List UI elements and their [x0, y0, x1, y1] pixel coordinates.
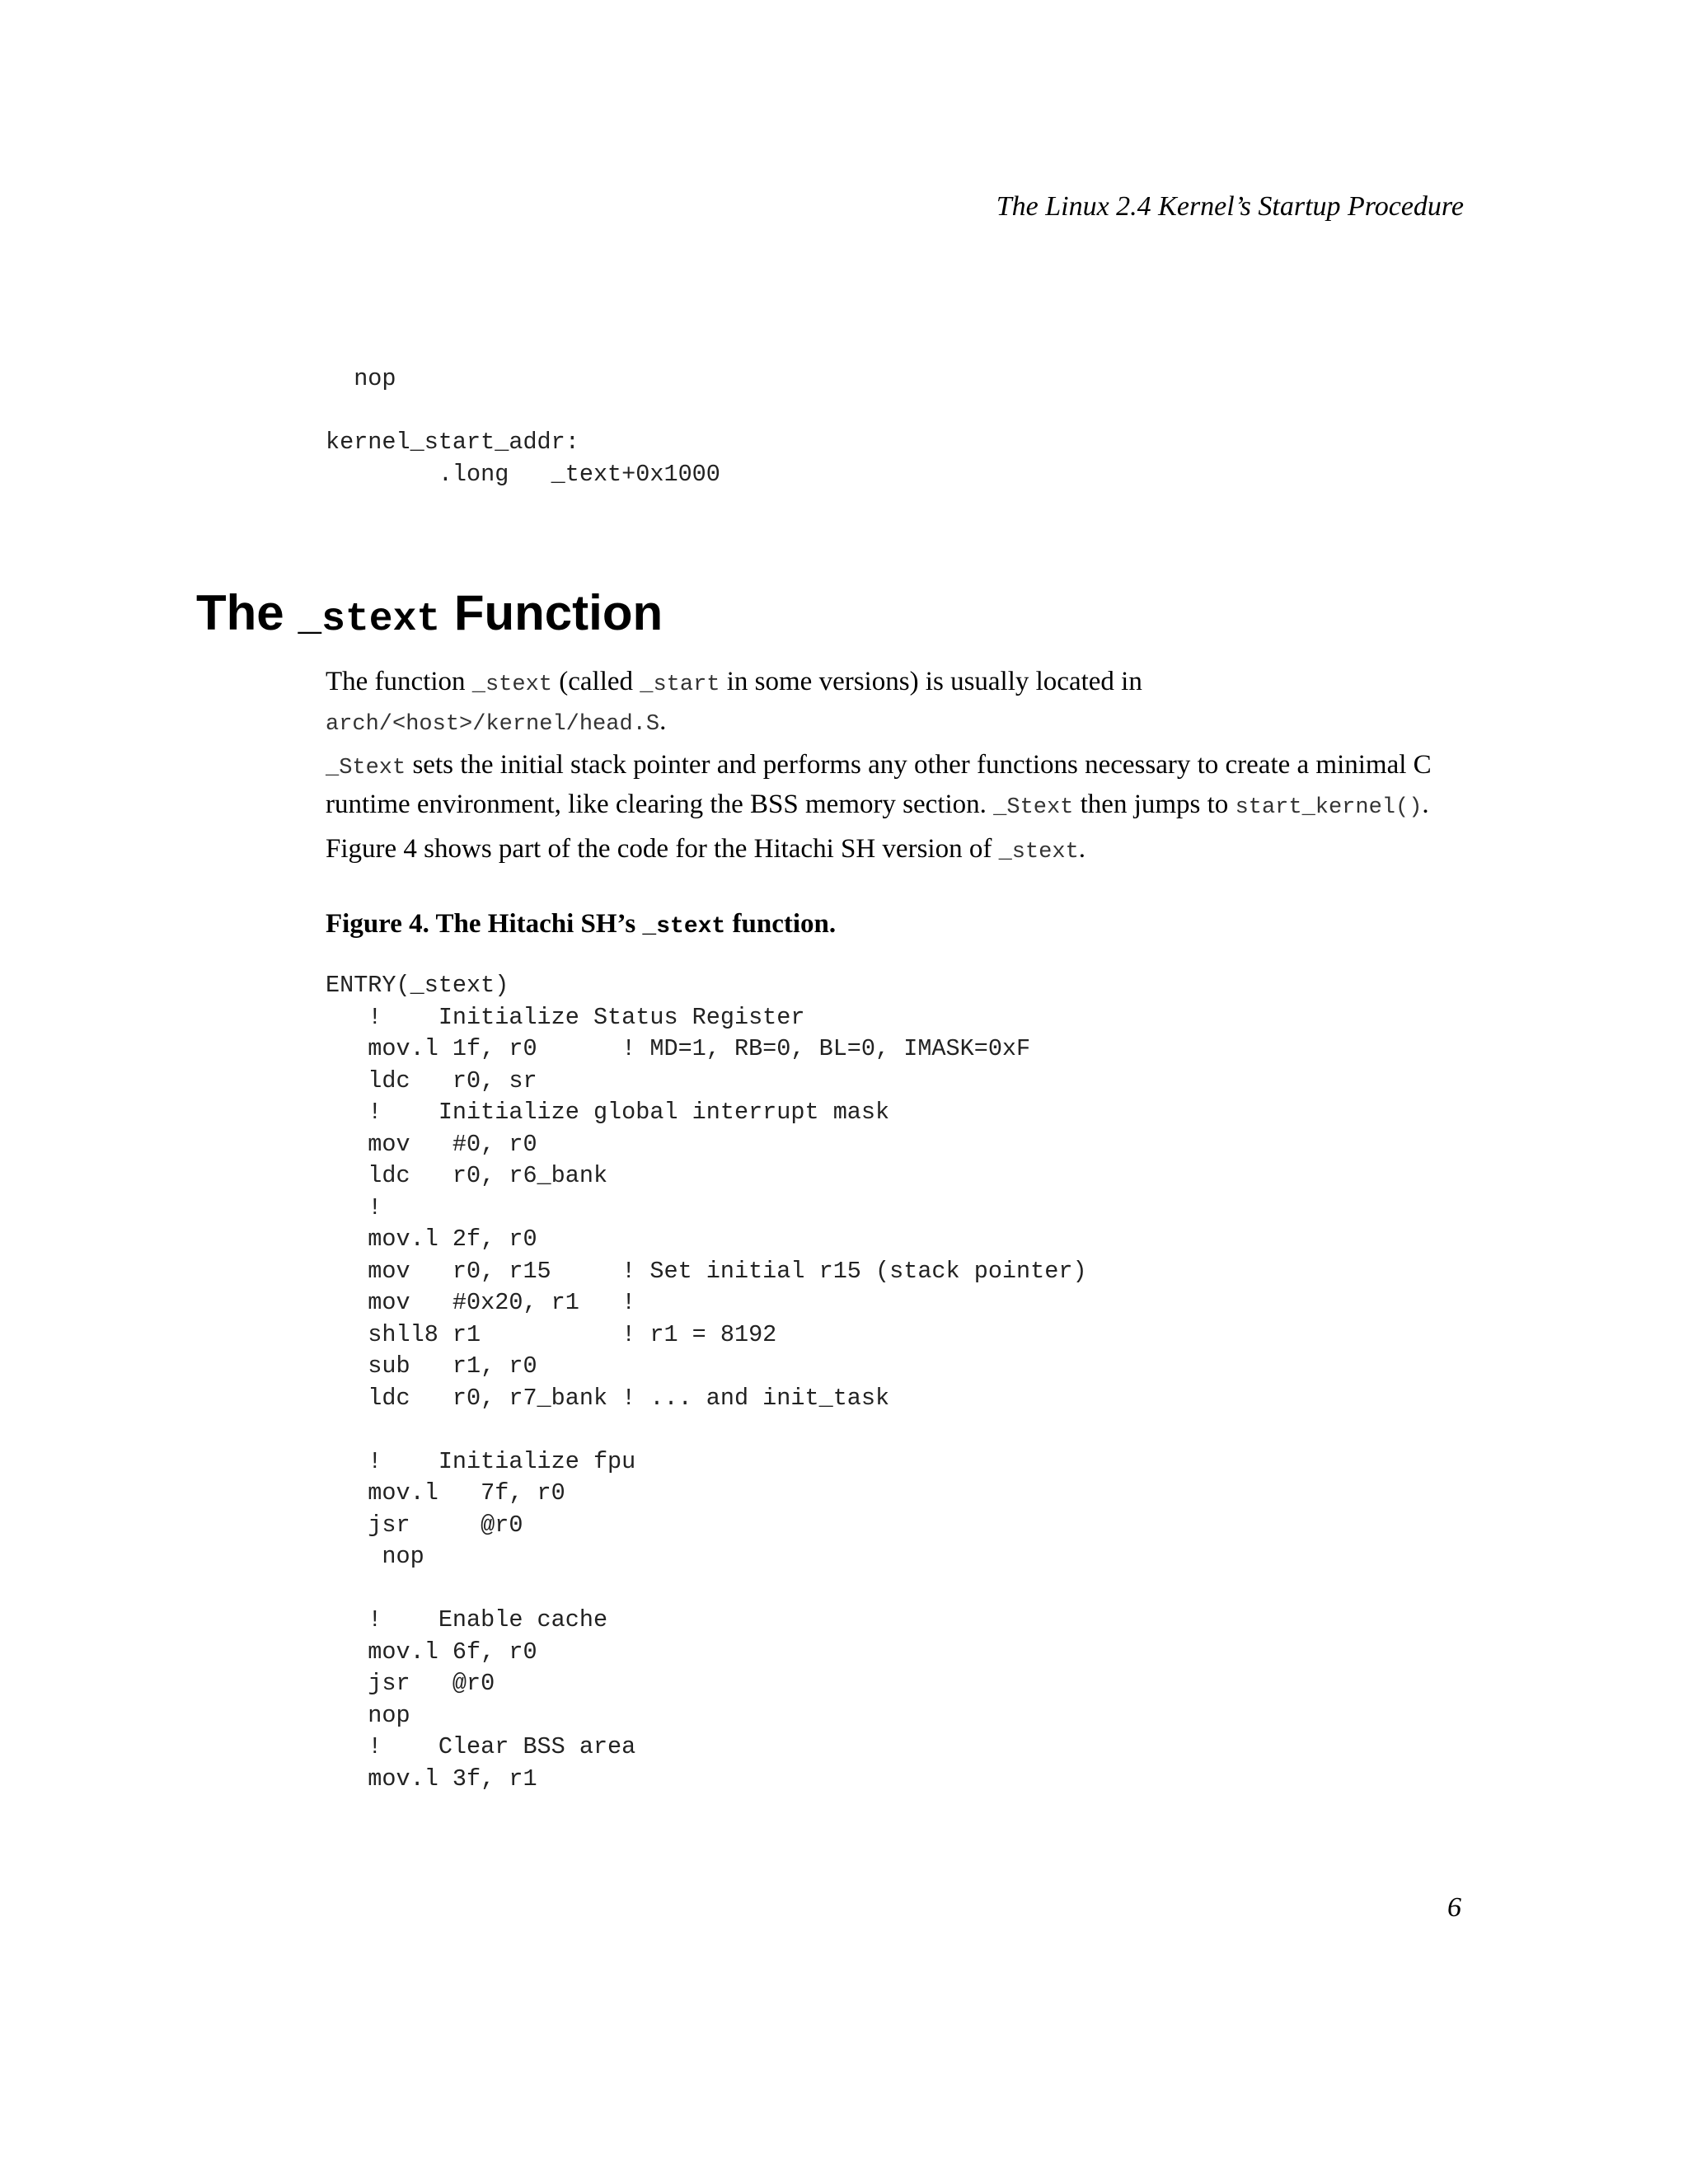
paragraph-stext-purpose: _Stext sets the initial stack pointer and performs any other functions necessary to create a minimal C runtime environment, like clearing the BSS memory section. _Stext then jumps to start_kernel(). — [326, 750, 1432, 820]
code-block-kernel-start-addr: nop kernel_start_addr: .long _text+0x1000 — [326, 365, 720, 488]
running-header: The Linux 2.4 Kernel’s Startup Procedure — [996, 191, 1464, 222]
page-number: 6 — [1447, 1892, 1461, 1923]
paragraph-figure-reference: Figure 4 shows part of the code for the Hitachi SH version of _stext. — [326, 834, 1086, 865]
section-title — [196, 583, 663, 649]
figure-caption: Figure 4. The Hitachi SH’s _stext function. — [326, 909, 837, 940]
section-title-prefix: The — [196, 585, 298, 640]
code-block-figure-4: ENTRY(_stext) ! Initialize Status Register mov.l 1f, r0 ! MD=1, RB=0, BL=0, IMASK=0xF ldc r0, sr ! Initialize global interrupt mask mov #0, r0 ldc r0, r6_bank ! mov.l 2f, r0 mov r0, r15 ! Set initial r15 (stack pointer) mov #0x20, r1 ! shll8 r1 ! r1 = 8192 sub r1, r0 ldc r0, r7_bank ! ... and init_task ! Initialize fpu mov.l 7f, r0 jsr @r0 nop ! Enable cache mov.l 6f, r0 jsr @r0 nop ! Clear BSS area mov.l 3f, r1 — [326, 972, 1087, 1793]
section-title-code: _stext — [298, 598, 441, 642]
paragraph-stext-location: The function _stext (called _start in some versions) is usually located in arch/<host>/kernel/head.S. — [326, 667, 1142, 737]
section-title-suffix: Function — [440, 585, 663, 640]
